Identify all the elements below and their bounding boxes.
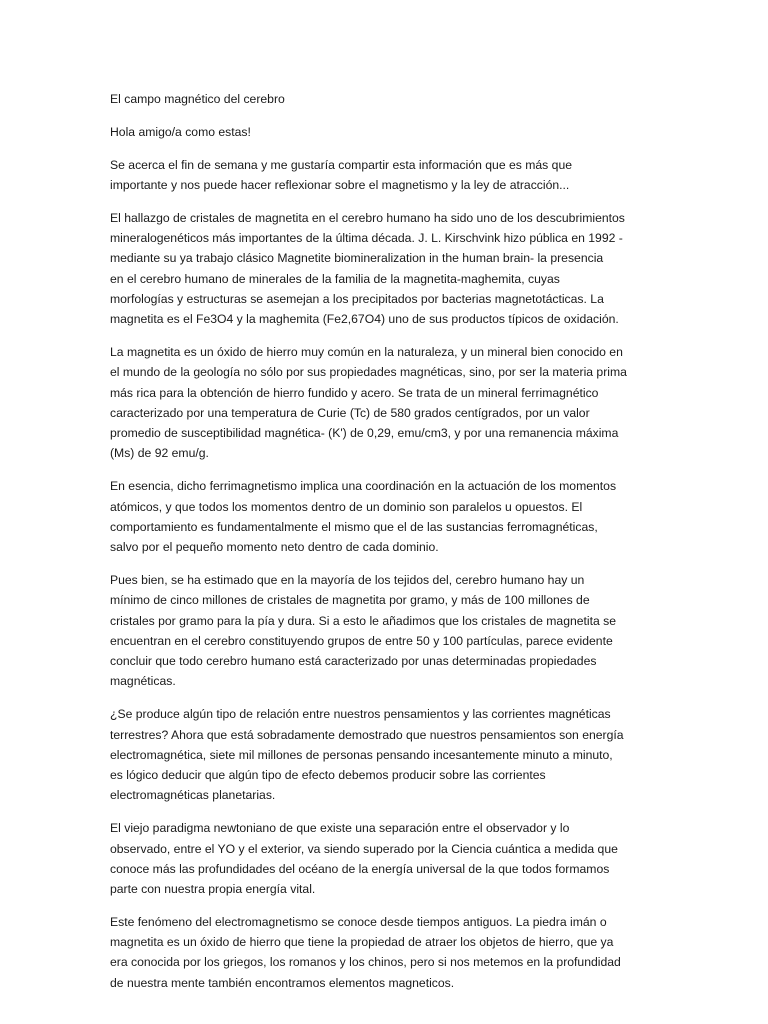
text-line: en el cerebro humano de minerales de la familia de la magnetita-maghemita, cuyas — [110, 271, 560, 286]
text-line: (Ms) de 92 emu/g. — [110, 446, 209, 461]
text-line: El hallazgo de cristales de magnetita en el cerebro humano ha sido uno de los descubrimientos — [110, 210, 625, 225]
text-line: mediante su ya trabajo clásico Magnetite biomineralization in the human brain- la presencia — [110, 251, 604, 266]
text-line: ¿Se produce algún tipo de relación entre nuestros pensamientos y las corrientes magnéticas — [110, 707, 611, 722]
text-line: caracterizado por una temperatura de Curie (Tc) de 580 grados centígrados, por un valor — [110, 405, 590, 420]
text-line: observado, entre el YO y el exterior, va siendo superado por la Ciencia cuántica a medida que — [110, 841, 618, 856]
text-line: mineralogenéticos más importantes de la última década. J. L. Kirschvink hizo pública en 1992 - — [110, 230, 623, 245]
text-line: electromagnéticas planetarias. — [110, 788, 276, 803]
text-line: Hola amigo/a como estas! — [110, 124, 251, 139]
text-line: de nuestra mente también encontramos elementos magneticos. — [110, 975, 455, 990]
text-line: Pues bien, se ha estimado que en la mayoría de los tejidos del, cerebro humano hay un — [110, 572, 585, 587]
text-line: era conocida por los griegos, los romanos y los chinos, pero si nos metemos en la profundidad — [110, 955, 621, 970]
text-line: promedio de susceptibilidad magnética- (K') de 0,29, emu/cm3, y por una remanencia máxima — [110, 426, 619, 441]
text-line: electromagnética, siete mil millones de personas pensando incesantemente minuto a minuto, — [110, 747, 613, 762]
text-line: mínimo de cinco millones de cristales de magnetita por gramo, y más de 100 millones de — [110, 593, 590, 608]
paragraph — [110, 818, 662, 899]
paragraph — [110, 912, 662, 993]
text-line: el mundo de la geología no sólo por sus propiedades magnéticas, sino, por ser la materia prima — [110, 365, 627, 380]
text-line: es lógico deducir que algún tipo de efecto debemos producir sobre las corrientes — [110, 768, 546, 783]
paragraph — [110, 570, 662, 692]
text-line: conoce más las profundidades del océano de la energía universal de la que todos formamos — [110, 861, 610, 876]
text-line: terrestres? Ahora que está sobradamente demostrado que nuestros pensamientos son energía — [110, 727, 624, 742]
paragraph — [110, 208, 662, 330]
text-line: más rica para la obtención de hierro fundido y acero. Se trata de un mineral ferrimagnético — [110, 385, 599, 400]
paragraph — [110, 342, 662, 464]
text-line: importante y nos puede hacer reflexionar sobre el magnetismo y la ley de atracción... — [110, 177, 570, 192]
text-line: encuentran en el cerebro constituyendo grupos de entre 50 y 100 partículas, parece evidente — [110, 633, 613, 648]
paragraph — [110, 155, 662, 196]
text-line: salvo por el pequeño momento neto dentro de cada dominio. — [110, 540, 439, 555]
text-line: Se acerca el fin de semana y me gustaría compartir esta información que es más que — [110, 157, 573, 172]
text-line: Este fenómeno del electromagnetismo se conoce desde tiempos antiguos. La piedra imán o — [110, 914, 607, 929]
paragraph — [110, 704, 662, 805]
text-line: magnetita es un óxido de hierro que tiene la propiedad de atraer los objetos de hierro, que ya — [110, 935, 614, 950]
text-line: morfologías y estructuras se asemejan a los precipitados por bacterias magnetotácticas. La — [110, 291, 604, 306]
text-line: magnéticas. — [110, 674, 176, 689]
text-line: cristales por gramo para la pía y dura. Si a esto le añadimos que los cristales de magnetita se — [110, 613, 617, 628]
text-line: parte con nuestra propia energía vital. — [110, 882, 316, 897]
paragraph — [110, 122, 662, 142]
text-line: comportamiento es fundamentalmente el mismo que el de las sustancias ferromagnéticas, — [110, 519, 598, 534]
text-line: atómicos, y que todos los momentos dentro de un dominio son paralelos u opuestos. El — [110, 499, 583, 514]
document-title: El campo magnético del cerebro — [110, 92, 285, 106]
text-line: La magnetita es un óxido de hierro muy común en la naturaleza, y un mineral bien conocido en — [110, 344, 623, 359]
text-line: magnetita es el Fe3O4 y la maghemita (Fe2,67O4) uno de sus productos típicos de oxidación. — [110, 312, 619, 327]
text-line: El viejo paradigma newtoniano de que existe una separación entre el observador y lo — [110, 821, 570, 836]
text-line: En esencia, dicho ferrimagnetismo implica una coordinación en la actuación de los momentos — [110, 479, 617, 494]
text-line: concluir que todo cerebro humano está caracterizado por unas determinadas propiedades — [110, 654, 597, 669]
paragraph — [110, 476, 662, 557]
document-body — [110, 89, 662, 1006]
